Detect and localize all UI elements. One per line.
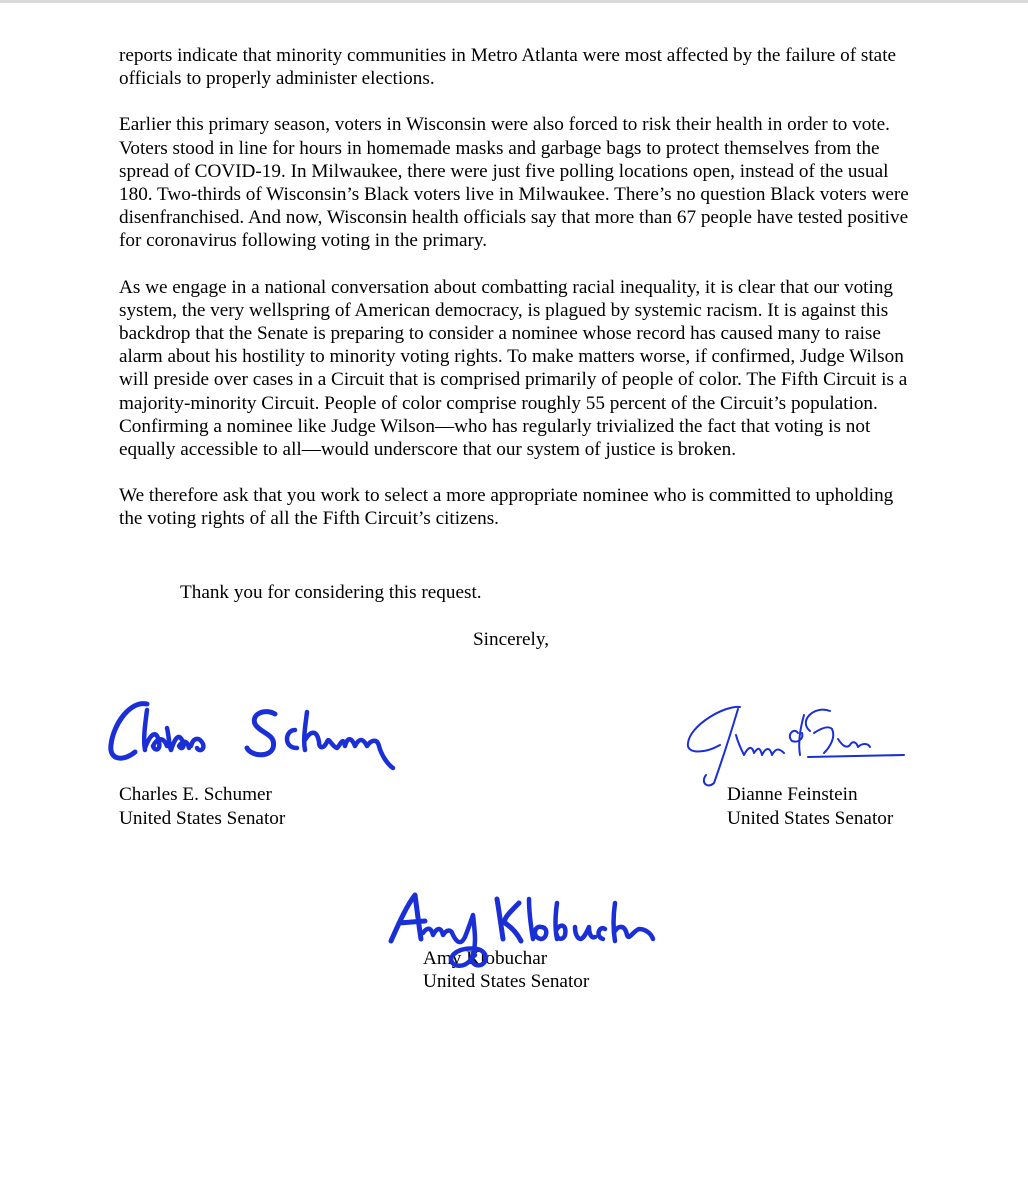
signer-title: United States Senator — [119, 808, 286, 829]
paragraph-wisconsin: Earlier this primary season, voters in Wisconsin were also forced to risk their health in order to vote. Voters stood in line for hours in homemade masks and garbage bags to protect themselves from the spread of COVID-19. In Milwaukee, there were just five polling locations open, instead of the usual 180. Two-thirds of Wisconsin’s Black voters live in Milwaukee. There’s no question Black voters were disenfranchised. And now, Wisconsin health officials say that more than 67 people have tested positive for coronavirus following voting in the primary. — [119, 114, 909, 252]
signer-title: United States Senator — [727, 808, 894, 829]
paragraph-racial-inequality: As we engage in a national conversation about combatting racial inequality, it is clear that our voting system, the very wellspring of American democracy, is plagued by systemic racism. It is against this backdrop that the Senate is preparing to consider a nominee whose record has caused many to raise alarm about his hostility to minority voting rights. To make matters worse, if confirmed, Judge Wilson will preside over cases in a Circuit that is comprised primarily of people of color. The Fifth Circuit is a majority-minority Circuit. People of color comprise roughly 55 percent of the Circuit’s population. Confirming a nominee like Judge Wilson—who has regularly trivialized the fact that voting is not equally accessible to all—would underscore that our system of justice is broken. — [119, 276, 908, 461]
signer-name: Dianne Feinstein — [727, 784, 858, 805]
closing-thanks: Thank you for considering this request. — [180, 582, 482, 603]
klobuchar-signature — [385, 885, 660, 980]
paragraph-atlanta: reports indicate that minority communities in Metro Atlanta were most affected by the failure of state officials to properly administer elections. — [119, 45, 897, 90]
schumer-signature — [105, 690, 405, 775]
signer-name: Amy Klobuchar — [423, 948, 548, 969]
signature-block-feinstein — [727, 783, 893, 831]
page-top-edge — [0, 0, 1028, 3]
signer-title: United States Senator — [423, 971, 590, 992]
feinstein-signature — [680, 695, 910, 790]
closing-sincerely: Sincerely, — [473, 629, 550, 650]
signer-name: Charles E. Schumer — [119, 784, 272, 805]
signature-block-schumer — [119, 783, 285, 831]
letter-body — [119, 44, 919, 554]
paragraph-request: We therefore ask that you work to select a more appropriate nominee who is committed to upholding the voting rights of all the Fifth Circuit’s citizens. — [119, 485, 894, 530]
